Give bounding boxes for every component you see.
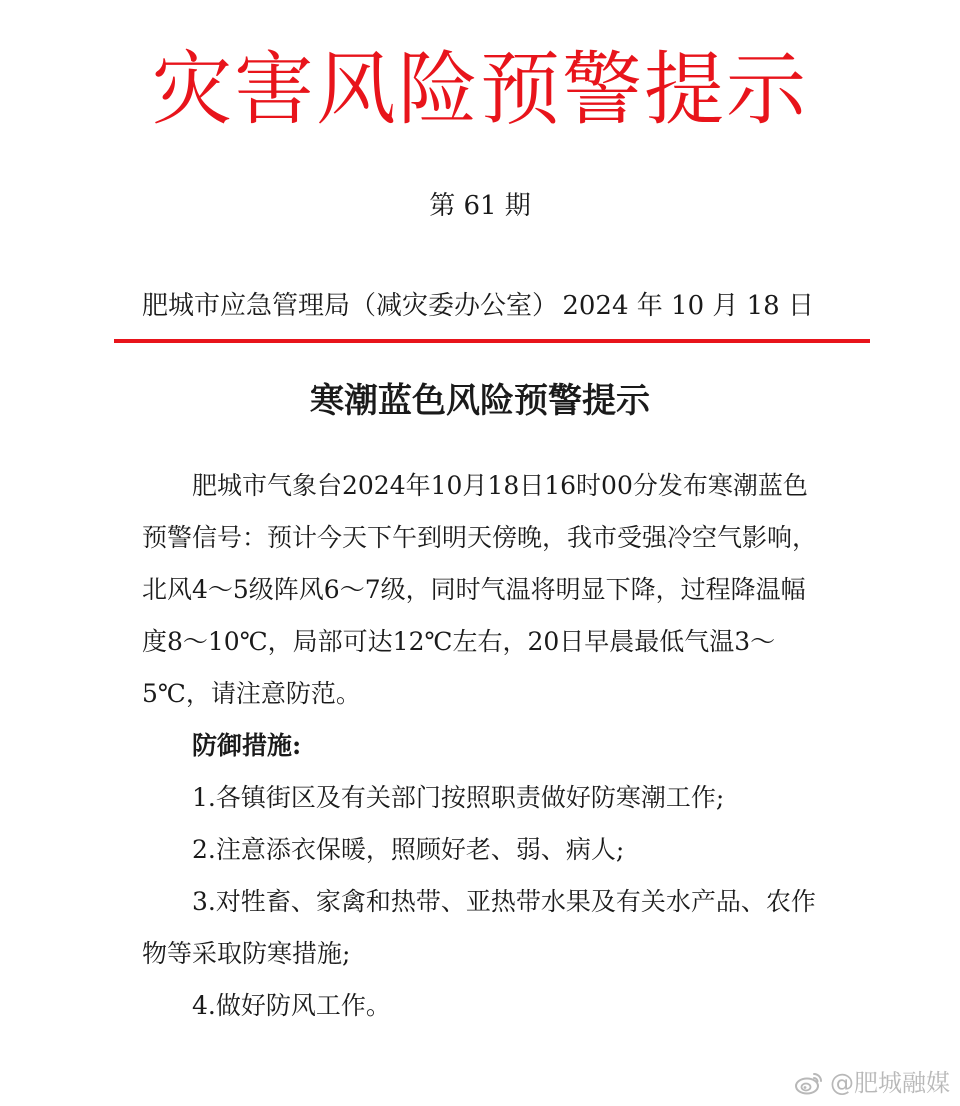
issuer: 肥城市应急管理局（减灾委办公室） [142, 291, 559, 321]
measures-heading: 防御措施: [192, 731, 302, 760]
document-body [142, 460, 818, 1032]
red-divider [114, 339, 870, 343]
warning-paragraph: 肥城市气象台2024年10月18日16时00分发布寒潮蓝色预警信号：预计今天下午到明天傍晚，我市受强冷空气影响，北风4～5级阵风6～7级，同时气温将明显下降，过程降温幅度8～10℃，局部可达12℃左右，20日早晨最低气温3～5℃，请注意防范。 [142, 471, 818, 708]
measure-item: 4.做好防风工作。 [192, 991, 391, 1020]
issue-date: 2024 年 10 月 18 日 [562, 291, 814, 321]
measure-item: 2.注意添衣保暖，照顾好老、弱、病人; [192, 835, 625, 864]
measure-item: 1.各镇街区及有关部门按照职责做好防寒潮工作; [192, 783, 725, 812]
measure-item: 3.对牲畜、家禽和热带、亚热带水果及有关水产品、农作物等采取防寒措施; [142, 887, 816, 968]
weibo-icon [794, 1071, 824, 1095]
issue-number: 第 61 期 [429, 191, 531, 221]
watermark [794, 1068, 950, 1098]
watermark-text: @肥城融媒 [830, 1069, 950, 1097]
page-title: 寒潮蓝色风险预警提示 [310, 381, 650, 421]
issuer-line [142, 286, 814, 326]
document-header-title: 灾害风险预警提示 [152, 43, 808, 136]
